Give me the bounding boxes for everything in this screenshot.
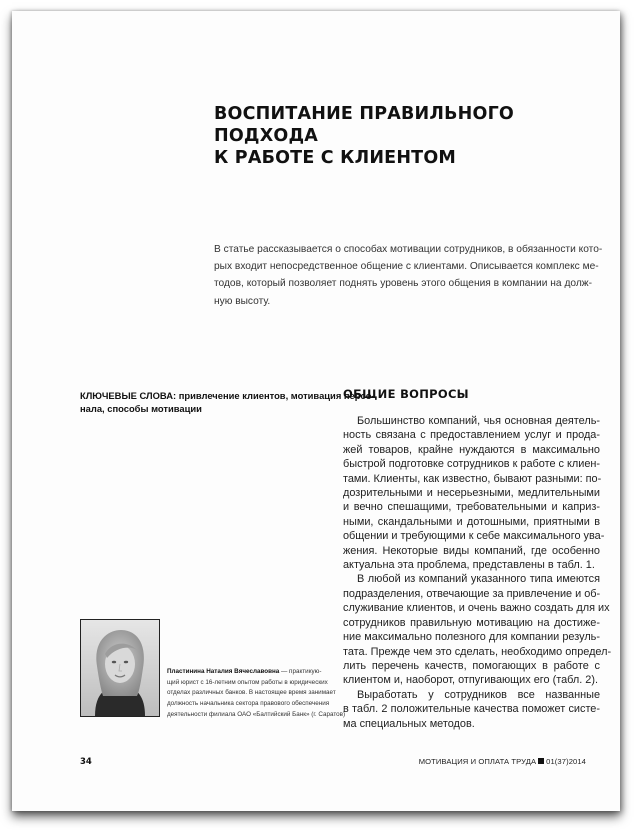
body-line: тами. Клиенты, как известно, бывают разными: по- [343,472,602,485]
section-heading: ОБЩИЕ ВОПРОСЫ [343,387,469,401]
article-lead [214,241,603,310]
body-line: В любой из компаний указанного типа имеются [357,573,600,586]
body-line: ние максимально полезного для компании резуль- [343,631,600,644]
author-bio-line [167,667,329,678]
body-line: ма специальных методов. [343,717,475,730]
article-body [343,414,612,731]
keywords-block [80,389,375,415]
body-line: актуальна эта проблема, представлены в табл. 1. [343,559,595,572]
page-number: 34 [80,757,92,767]
body-line: Выработать у сотрудников все названные [357,688,600,701]
body-line: клиентом и, наоборот, отпугивающих его (табл. 2). [343,674,598,687]
body-line: общении и требующими к себе максимального ува- [343,530,605,543]
author-bio-line: щий юрист с 16-летним опытом работы в юридических [167,678,328,686]
body-line: жения. Некоторые виды компаний, где особенно [343,544,600,557]
lead-line: В статье рассказывается о способах мотивации сотрудников, в обязанности кото- [214,244,603,255]
author-bio-line: отделах различных банков. В настоящее время занимает [167,689,336,697]
journal-footer [419,757,586,766]
author-bio-line: деятельности филиала ОАО «Балтийский Банк» (г. Саратов) [167,710,346,718]
body-line: ными, скандальными и дотошными, приятными в [343,515,600,528]
author-photo [80,619,160,717]
keywords-label: КЛЮЧЕВЫЕ СЛОВА: [80,390,177,401]
body-line: ность связана с предоставлением услуг и прода- [343,429,600,442]
square-bullet-icon [538,758,544,764]
keywords-text: привлечение клиентов, мотивация персо- [178,390,375,401]
issue-number: 01(37)2014 [546,757,586,766]
author-bio [167,667,346,721]
author-name: Пластинина Наталия Вячеславовна [167,668,280,675]
article-title [214,103,594,169]
body-line: тата. Прежде чем это сделать, необходимо определ- [343,645,612,658]
body-line: лить перечень качеств, помогающих в работе с [343,659,600,672]
body-line: Большинство компаний, чья основная деятель- [357,415,600,427]
keywords-line: нала, способы мотивации [80,403,202,414]
lead-line: ную высоту. [214,295,271,307]
body-line: и вечно спешащими, требовательными и каприз- [343,501,600,514]
body-line: дозрительными и несерьезными, медлительными [343,487,600,500]
title-line: К РАБОТЕ С КЛИЕНТОМ [214,148,457,168]
body-line: служивание клиентов, и очень важно создать для их [343,602,610,615]
magazine-page [12,11,620,811]
keywords-line [80,389,375,402]
author-bio-text: — практикую- [279,668,322,675]
lead-line: рых входит непосредственное общение с клиентами. Описывается комплекс ме- [214,261,599,273]
title-line: ВОСПИТАНИЕ ПРАВИЛЬНОГО ПОДХОДА [214,104,514,146]
body-line: подразделения, отвечающие за привлечение и об- [343,587,601,600]
author-portrait-image [81,620,159,716]
author-bio-line: должность начальника сектора правового обеспечения [167,700,330,708]
journal-title: МОТИВАЦИЯ И ОПЛАТА ТРУДА [418,757,537,766]
lead-line: тодов, который позволяет поднять уровень этого общения в компании на долж- [214,278,592,290]
body-line: в табл. 2 положительные качества поможет систе- [343,703,600,716]
body-line: быстрой подготовке сотрудников к работе с клиен- [343,458,601,471]
body-line: сотрудников правильную мотивацию на достиже- [343,616,600,629]
body-line: жей товаров, крайне нуждаются в максимально [343,443,600,456]
